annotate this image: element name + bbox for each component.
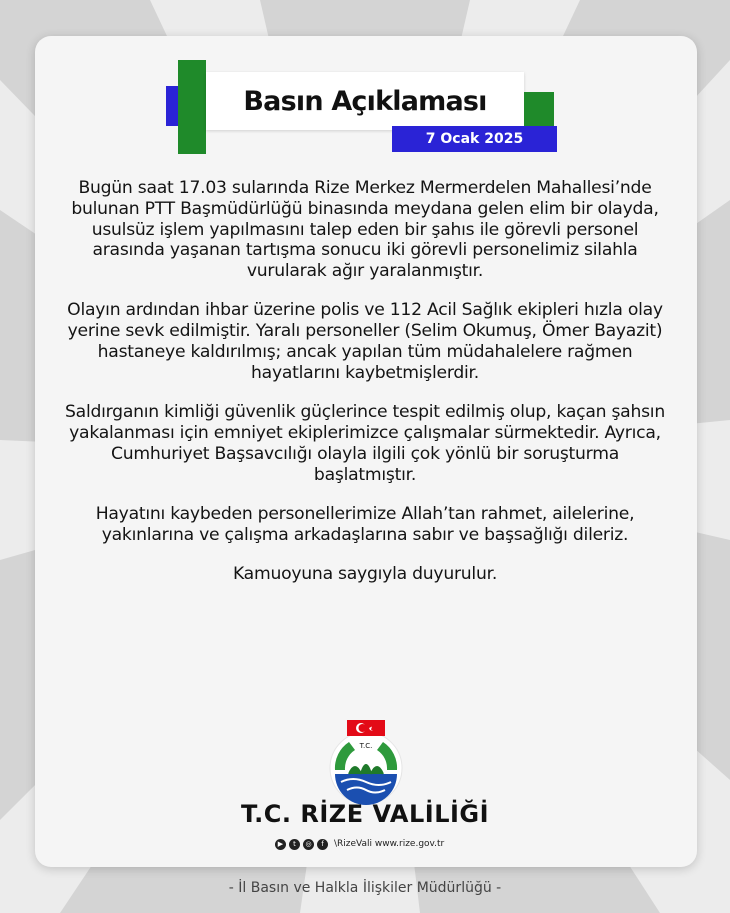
paragraph-3: Saldırganın kimliği güvenlik güçlerince tespit edilmiş olup, kaçan şahsın yakalanması için emniyet ekiplerimizce çalışmalar sürmektedir. Ayrıca, Cumhuriyet Başsavcılığı olayla ilgili çok yönlü bir soruşturma başlatmıştır. [65,402,665,485]
release-date: 7 Ocak 2025 [392,126,557,152]
page-title: Basın Açıklaması [206,72,524,130]
logo-badge-text: T.C. [359,742,373,750]
footer-department: - İl Basın ve Halkla İlişkiler Müdürlüğü - [228,880,502,896]
social-links [275,836,444,852]
rize-governorship-logo [325,720,407,806]
social-handle: \RizeVali www.rize.gov.tr [334,839,445,849]
paragraph-1: Bugün saat 17.03 sularında Rize Merkez Mermerdelen Mahallesi’nde bulunan PTT Başmüdürlüğü binasında meydana gelen elim bir olayda, usulsüz işlem yapılmasını talep eden bir şahıs ile görevli personel arasında yaşanan tartışma sonucu iki görevli personelimiz silahla vurularak ağır yaralanmıştır. [71,178,659,282]
youtube-icon[interactable]: ▶ [275,839,286,850]
press-release-body [60,178,670,603]
facebook-icon[interactable]: f [317,839,328,850]
paragraph-2: Olayın ardından ihbar üzerine polis ve 112 Acil Sağlık ekipleri hızla olay yerine sevk edilmiştir. Yaralı personeller (Selim Okumuş, Ömer Bayazit) hastaneye kaldırılmış; ancak yapılan tüm müdahalelere rağmen hayatlarını kaybetmişlerdir. [67,300,663,383]
twitter-icon[interactable]: t [289,839,300,850]
instagram-icon[interactable]: ◎ [303,839,314,850]
header-green-accent [524,92,554,126]
header-green-bar [178,60,206,154]
organization-name: T.C. RİZE VALİLİĞİ [240,800,490,828]
paragraph-4: Hayatını kaybeden personellerimize Allah’tan rahmet, ailelerine, yakınlarına ve çalışma arkadaşlarına sabır ve başsağlığı dileriz. [95,503,635,545]
paragraph-5: Kamuoyuna saygıyla duyurulur. [232,563,498,584]
header-blue-accent [166,86,178,126]
